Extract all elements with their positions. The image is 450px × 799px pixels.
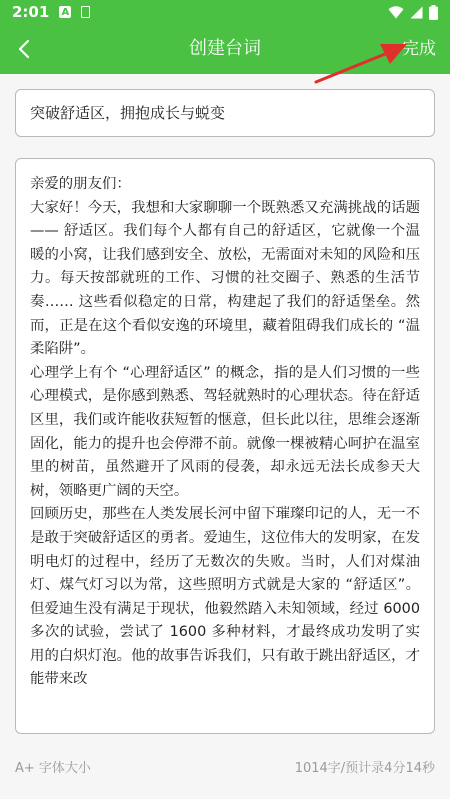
script-content-textarea[interactable] bbox=[15, 158, 435, 734]
content-paragraph: 回顾历史，那些在人类发展长河中留下璀璨印记的人，无一不是敢于突破舒适区的勇者。爱迪生，这位伟大的发明家，在发明电灯的过程中，经历了无数次的失败。当时，人们对煤油灯、煤气灯习以为常，这些照明方式就是大家的 “舒适区”。但爱迪生没有满足于现状，他毅然踏入未知领域，经过 6000 多次的试验，尝试了 1600 多种材料，才最终成功发明了实用的白炽灯泡。他的故事告诉我们，只有敢于跳出舒适区，才能带来改 bbox=[30, 506, 420, 688]
title-input-value: 突破舒适区，拥抱成长与蜕变 bbox=[30, 104, 226, 122]
status-time: 2:01 bbox=[12, 3, 50, 21]
status-bar bbox=[0, 0, 450, 24]
wifi-icon bbox=[388, 6, 404, 19]
content-paragraph: 大家好！今天，我想和大家聊聊一个既熟悉又充满挑战的话题 —— 舒适区。我们每个人都有自己的舒适区，它就像一个温暖的小窝，让我们感到安全、放松，无需面对未知的风险和压力。每天按部就班的工作、习惯的社交圈子、熟悉的生活节奏…… 这些看似稳定的日常，构建起了我们的舒适堡垒。然而，正是在这个看似安逸的环境里，藏着阻碍我们成长的 “温柔陷阱”。 bbox=[30, 199, 420, 358]
sim-card-icon bbox=[81, 6, 90, 18]
content-paragraph: 心理学上有个 “心理舒适区” 的概念，指的是人们习惯的一些心理模式，是你感到熟悉、驾轻就熟时的心理状态。待在舒适区里，我们或许能收获短暂的惬意，但长此以往，思维会逐渐固化，能力的提升也会停滞不前。就像一棵被精心呵护在温室里的树苗，虽然避开了风雨的侵袭，却永远无法长成参天大树，领略更广阔的天空。 bbox=[30, 364, 420, 499]
footer-bar bbox=[15, 756, 435, 776]
done-button[interactable]: 完成 bbox=[402, 39, 436, 59]
signal-icon bbox=[410, 6, 423, 19]
page-title: 创建台词 bbox=[189, 38, 261, 59]
notification-a-icon: A bbox=[59, 6, 71, 18]
font-size-button[interactable]: A+ 字体大小 bbox=[15, 760, 91, 776]
word-count-stats: 1014字/预计录4分14秒 bbox=[294, 760, 435, 776]
annotation-arrow-icon bbox=[310, 30, 420, 90]
content-greeting: 亲爱的朋友们： bbox=[30, 176, 131, 192]
title-input[interactable] bbox=[15, 89, 435, 137]
battery-icon bbox=[429, 5, 438, 20]
